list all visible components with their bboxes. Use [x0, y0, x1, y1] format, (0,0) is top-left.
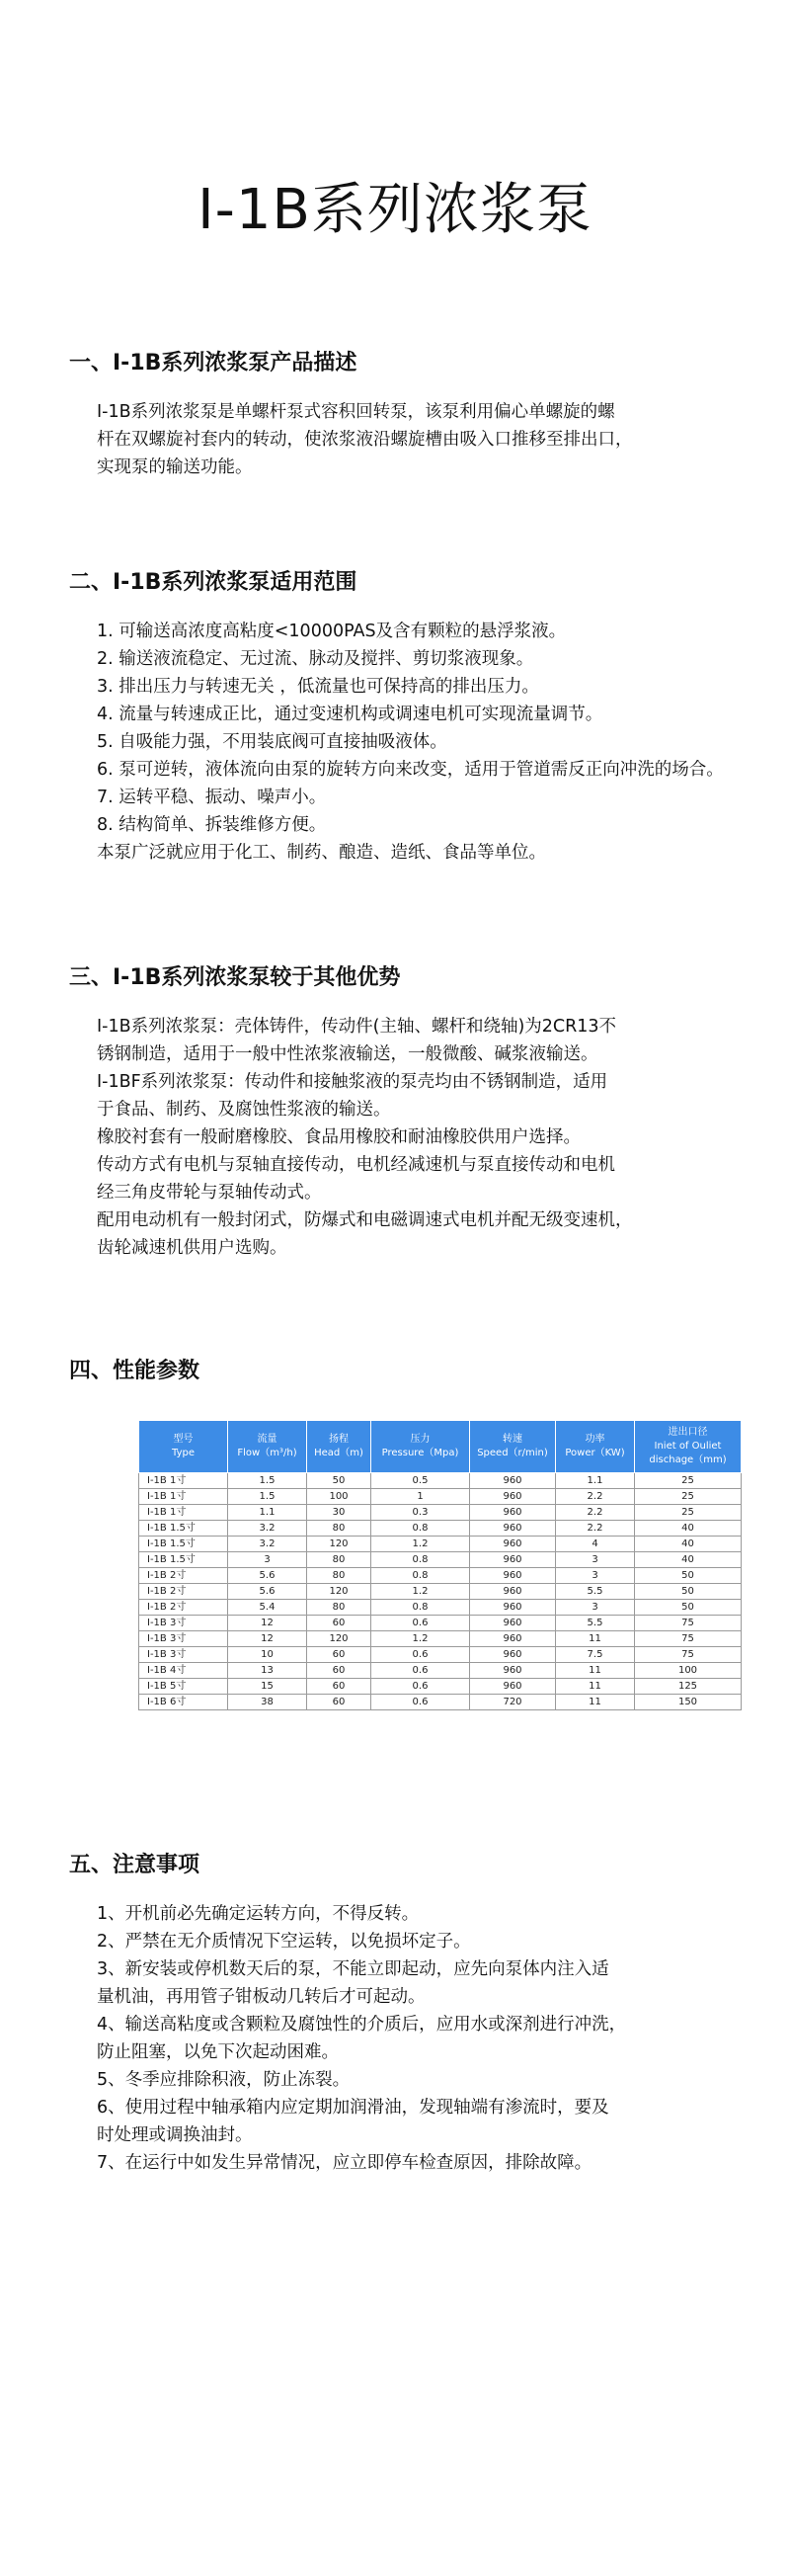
table-row — [139, 1663, 742, 1679]
cell-power: 5.5 — [556, 1616, 635, 1631]
column-header-power: 功率 Power（KW) — [556, 1421, 635, 1473]
paragraph-line: 实现泵的输送功能。 — [97, 457, 253, 477]
section-heading: 三、I-1B系列浓浆泵较于其他优势 — [69, 965, 401, 990]
cell-speed: 960 — [470, 1616, 556, 1631]
column-header-port-diameter: 进出口径 Iniet of Ouliet dischage（mm) — [635, 1421, 742, 1473]
cell-port-diameter: 75 — [635, 1616, 742, 1631]
cell-speed: 960 — [470, 1568, 556, 1584]
table-row — [139, 1695, 742, 1710]
cell-head: 80 — [307, 1521, 371, 1537]
cell-flow: 3.2 — [228, 1521, 307, 1537]
list-item: 6、使用过程中轴承箱内应定期加润滑油，发现轴端有渗流时，要及 — [97, 2098, 609, 2118]
cell-speed: 960 — [470, 1600, 556, 1616]
list-item: 8. 结构简单、拆装维修方便。 — [97, 815, 327, 835]
cell-head: 120 — [307, 1537, 371, 1552]
column-header-speed: 转速 Speed（r/min) — [470, 1421, 556, 1473]
cell-flow: 15 — [228, 1679, 307, 1695]
cell-speed: 960 — [470, 1552, 556, 1568]
cell-type: I-1B 2寸 — [139, 1600, 228, 1616]
cell-type: I-1B 2寸 — [139, 1568, 228, 1584]
paragraph-line: 配用电动机有一般封闭式，防爆式和电磁调速式电机并配无级变速机， — [97, 1210, 633, 1230]
performance-table — [138, 1420, 742, 1710]
cell-flow: 1.5 — [228, 1473, 307, 1489]
list-item: 4. 流量与转速成正比，通过变速机构或调速电机可实现流量调节。 — [97, 705, 603, 724]
cell-type: I-1B 2寸 — [139, 1584, 228, 1600]
column-header-pressure: 压力 Pressure（Mpa) — [371, 1421, 470, 1473]
cell-port-diameter: 50 — [635, 1568, 742, 1584]
cell-head: 120 — [307, 1631, 371, 1647]
cell-type: I-1B 3寸 — [139, 1616, 228, 1631]
paragraph-line: I-1B系列浓浆泵是单螺杆泵式容积回转泵，该泵利用偏心单螺旋的螺 — [97, 402, 615, 422]
section-heading: 五、注意事项 — [69, 1853, 200, 1877]
cell-head: 120 — [307, 1584, 371, 1600]
section-body — [69, 1013, 790, 1262]
column-header-flow: 流量 Flow（m³/h) — [228, 1421, 307, 1473]
list-item: 7、在运行中如发生异常情况，应立即停车检查原因，排除故障。 — [97, 2153, 592, 2173]
paragraph-line: 于食品、制药、及腐蚀性浆液的输送。 — [97, 1100, 391, 1120]
cell-pressure: 1.2 — [371, 1584, 470, 1600]
cell-type: I-1B 3寸 — [139, 1631, 228, 1647]
cell-port-diameter: 40 — [635, 1521, 742, 1537]
cell-head: 60 — [307, 1616, 371, 1631]
table-row — [139, 1616, 742, 1631]
cell-flow: 13 — [228, 1663, 307, 1679]
section-heading: 二、I-1B系列浓浆泵适用范围 — [69, 570, 357, 595]
section-body — [69, 1900, 790, 2177]
cell-power: 7.5 — [556, 1647, 635, 1663]
cell-flow: 5.6 — [228, 1584, 307, 1600]
cell-flow: 5.6 — [228, 1568, 307, 1584]
cell-port-diameter: 75 — [635, 1647, 742, 1663]
cell-speed: 960 — [470, 1647, 556, 1663]
table-row — [139, 1552, 742, 1568]
table-row — [139, 1584, 742, 1600]
cell-power: 11 — [556, 1695, 635, 1710]
cell-power: 3 — [556, 1552, 635, 1568]
cell-type: I-1B 1.5寸 — [139, 1537, 228, 1552]
paragraph-line: I-1BF系列浓浆泵：传动件和接触浆液的泵壳均由不锈钢制造，适用 — [97, 1072, 608, 1092]
table-row — [139, 1568, 742, 1584]
section-body — [69, 618, 790, 867]
cell-pressure: 0.6 — [371, 1679, 470, 1695]
cell-flow: 3 — [228, 1552, 307, 1568]
cell-power: 2.2 — [556, 1505, 635, 1521]
table-row — [139, 1505, 742, 1521]
cell-speed: 720 — [470, 1695, 556, 1710]
table-row — [139, 1473, 742, 1489]
cell-power: 1.1 — [556, 1473, 635, 1489]
cell-pressure: 0.8 — [371, 1521, 470, 1537]
table-body — [139, 1473, 742, 1710]
cell-head: 60 — [307, 1695, 371, 1710]
section-heading: 四、性能参数 — [69, 1359, 200, 1383]
cell-speed: 960 — [470, 1584, 556, 1600]
cell-type: I-1B 1寸 — [139, 1473, 228, 1489]
list-item: 防止阻塞，以免下次起动困难。 — [97, 2042, 339, 2062]
section-product-description — [69, 346, 790, 481]
cell-pressure: 0.6 — [371, 1616, 470, 1631]
section-advantages — [69, 960, 790, 1262]
paragraph-line: 齿轮减速机供用户选购。 — [97, 1238, 287, 1258]
cell-pressure: 1.2 — [371, 1537, 470, 1552]
cell-power: 2.2 — [556, 1521, 635, 1537]
cell-port-diameter: 100 — [635, 1663, 742, 1679]
section-performance-parameters — [69, 1354, 790, 1384]
cell-port-diameter: 25 — [635, 1473, 742, 1489]
section-heading: 一、I-1B系列浓浆泵产品描述 — [69, 351, 357, 375]
cell-type: I-1B 1.5寸 — [139, 1552, 228, 1568]
paragraph-line: 锈钢制造，适用于一般中性浓浆液输送，一般微酸、碱浆液输送。 — [97, 1044, 598, 1064]
section-body — [69, 398, 790, 481]
cell-port-diameter: 75 — [635, 1631, 742, 1647]
cell-speed: 960 — [470, 1505, 556, 1521]
list-item: 2、严禁在无介质情况下空运转，以免损坏定子。 — [97, 1932, 471, 1952]
cell-head: 60 — [307, 1679, 371, 1695]
cell-head: 60 — [307, 1647, 371, 1663]
cell-power: 11 — [556, 1679, 635, 1695]
list-item: 5、冬季应排除积液，防止冻裂。 — [97, 2070, 351, 2090]
cell-pressure: 0.5 — [371, 1473, 470, 1489]
cell-speed: 960 — [470, 1489, 556, 1505]
paragraph-line: 本泵广泛就应用于化工、制药、酿造、造纸、食品等单位。 — [97, 843, 546, 863]
cell-pressure: 0.8 — [371, 1568, 470, 1584]
cell-flow: 10 — [228, 1647, 307, 1663]
cell-port-diameter: 40 — [635, 1537, 742, 1552]
cell-head: 100 — [307, 1489, 371, 1505]
column-header-type: 型号 Type — [139, 1421, 228, 1473]
cell-speed: 960 — [470, 1521, 556, 1537]
cell-type: I-1B 5寸 — [139, 1679, 228, 1695]
column-header-head: 扬程 Head（m) — [307, 1421, 371, 1473]
cell-head: 60 — [307, 1663, 371, 1679]
paragraph-line: 经三角皮带轮与泵轴传动式。 — [97, 1183, 322, 1203]
cell-flow: 12 — [228, 1616, 307, 1631]
cell-port-diameter: 150 — [635, 1695, 742, 1710]
cell-head: 50 — [307, 1473, 371, 1489]
cell-type: I-1B 1寸 — [139, 1489, 228, 1505]
cell-power: 5.5 — [556, 1584, 635, 1600]
table-row — [139, 1679, 742, 1695]
table-row — [139, 1647, 742, 1663]
cell-power: 4 — [556, 1537, 635, 1552]
cell-pressure: 1 — [371, 1489, 470, 1505]
paragraph-line: 橡胶衬套有一般耐磨橡胶、食品用橡胶和耐油橡胶供用户选择。 — [97, 1127, 581, 1147]
list-item: 量机油，再用管子钳板动几转后才可起动。 — [97, 1987, 426, 2007]
table-row — [139, 1489, 742, 1505]
cell-pressure: 1.2 — [371, 1631, 470, 1647]
cell-power: 11 — [556, 1663, 635, 1679]
cell-pressure: 0.6 — [371, 1663, 470, 1679]
list-item: 时处理或调换油封。 — [97, 2125, 253, 2145]
cell-pressure: 0.6 — [371, 1695, 470, 1710]
paragraph-line: I-1B系列浓浆泵：壳体铸件，传动件(主轴、螺杆和绕轴)为2CR13不 — [97, 1017, 617, 1037]
cell-head: 80 — [307, 1568, 371, 1584]
list-item: 6. 泵可逆转，液体流向由泵的旋转方向来改变，适用于管道需反正向冲洗的场合。 — [97, 760, 724, 780]
cell-type: I-1B 4寸 — [139, 1663, 228, 1679]
list-item: 1、开机前必先确定运转方向，不得反转。 — [97, 1904, 420, 1924]
cell-port-diameter: 25 — [635, 1505, 742, 1521]
table-row — [139, 1521, 742, 1537]
cell-flow: 5.4 — [228, 1600, 307, 1616]
cell-port-diameter: 125 — [635, 1679, 742, 1695]
cell-head: 80 — [307, 1600, 371, 1616]
section-application-scope — [69, 565, 790, 867]
cell-type: I-1B 6寸 — [139, 1695, 228, 1710]
cell-type: I-1B 3寸 — [139, 1647, 228, 1663]
list-item: 2. 输送液流稳定、无过流、脉动及搅拌、剪切浆液现象。 — [97, 649, 534, 669]
table-row — [139, 1631, 742, 1647]
table-row — [139, 1537, 742, 1552]
cell-pressure: 0.6 — [371, 1647, 470, 1663]
cell-speed: 960 — [470, 1537, 556, 1552]
list-item: 5. 自吸能力强，不用装底阀可直接抽吸液体。 — [97, 732, 447, 752]
list-item: 3. 排出压力与转速无关 ，低流量也可保持高的排出压力。 — [97, 677, 539, 697]
cell-head: 30 — [307, 1505, 371, 1521]
cell-flow: 1.5 — [228, 1489, 307, 1505]
cell-speed: 960 — [470, 1631, 556, 1647]
cell-power: 2.2 — [556, 1489, 635, 1505]
cell-power: 3 — [556, 1568, 635, 1584]
cell-port-diameter: 50 — [635, 1600, 742, 1616]
cell-port-diameter: 25 — [635, 1489, 742, 1505]
cell-pressure: 0.3 — [371, 1505, 470, 1521]
table-row — [139, 1600, 742, 1616]
cell-port-diameter: 40 — [635, 1552, 742, 1568]
list-item: 3、新安装或停机数天后的泵，不能立即起动，应先向泵体内注入适 — [97, 1959, 609, 1979]
list-item: 1. 可输送高浓度高粘度<10000PAS及含有颗粒的悬浮浆液。 — [97, 622, 567, 641]
cell-speed: 960 — [470, 1663, 556, 1679]
paragraph-line: 杆在双螺旋衬套内的转动，使浓浆液沿螺旋槽由吸入口推移至排出口， — [97, 430, 633, 450]
paragraph-line: 传动方式有电机与泵轴直接传动，电机经减速机与泵直接传动和电机 — [97, 1155, 615, 1175]
cell-port-diameter: 50 — [635, 1584, 742, 1600]
cell-flow: 38 — [228, 1695, 307, 1710]
cell-head: 80 — [307, 1552, 371, 1568]
cell-flow: 1.1 — [228, 1505, 307, 1521]
cell-flow: 3.2 — [228, 1537, 307, 1552]
cell-type: I-1B 1.5寸 — [139, 1521, 228, 1537]
list-item: 4、输送高粘度或含颗粒及腐蚀性的介质后，应用水或深剂进行冲洗， — [97, 2015, 627, 2035]
cell-flow: 12 — [228, 1631, 307, 1647]
list-item: 7. 运转平稳、振动、噪声小。 — [97, 788, 327, 807]
cell-pressure: 0.8 — [371, 1552, 470, 1568]
cell-power: 11 — [556, 1631, 635, 1647]
table-header-row — [139, 1421, 742, 1473]
cell-pressure: 0.8 — [371, 1600, 470, 1616]
cell-type: I-1B 1寸 — [139, 1505, 228, 1521]
section-precautions — [69, 1848, 790, 2177]
cell-speed: 960 — [470, 1473, 556, 1489]
cell-power: 3 — [556, 1600, 635, 1616]
cell-speed: 960 — [470, 1679, 556, 1695]
page-title: I-1B系列浓浆泵 — [198, 178, 592, 242]
